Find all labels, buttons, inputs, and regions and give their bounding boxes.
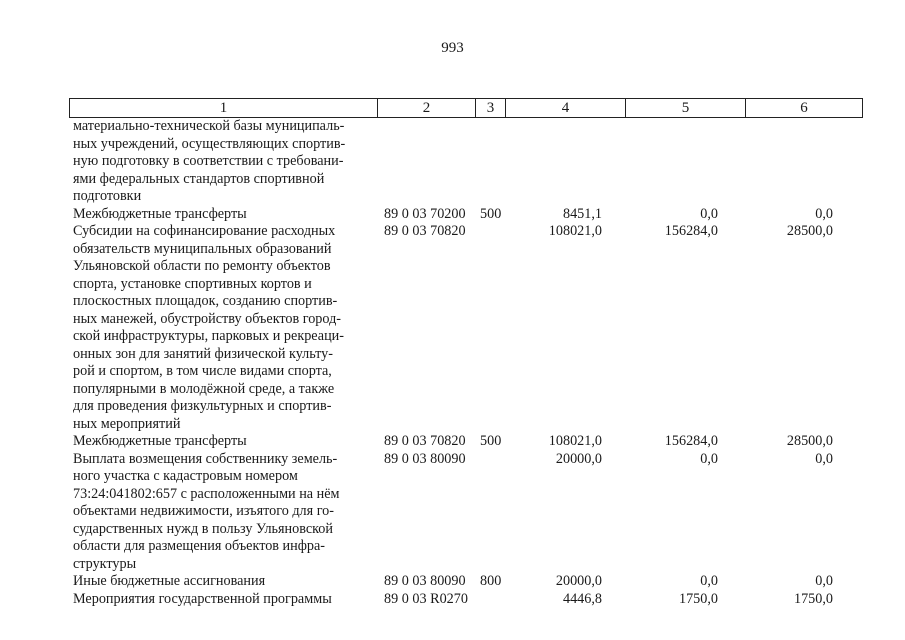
table-row bbox=[73, 451, 863, 574]
table-row bbox=[73, 573, 863, 591]
row-value-2: 0,0 bbox=[700, 450, 718, 467]
table-row bbox=[73, 206, 863, 224]
column-header-1: 1 bbox=[70, 99, 378, 118]
row-name: материально-технической базы муниципаль- ных учреждений, осуществляющих спортив- ную подготовку в соответствии с требовани- ями федеральных стандартов спортивной подготовки bbox=[73, 118, 346, 204]
column-header-table bbox=[69, 98, 863, 118]
budget-table-body bbox=[73, 118, 863, 608]
row-code: 89 0 03 80090 bbox=[384, 450, 466, 467]
row-value-3: 28500,0 bbox=[786, 433, 833, 449]
page-number: 993 bbox=[441, 40, 464, 56]
table-row bbox=[73, 591, 863, 609]
row-name: Субсидии на софинансирование расходных обязательств муниципальных образований Ульяновской области по ремонту объектов спорта, установке спортивных кортов и плоскостных площадок, созданию спортив- ных манежей, обустройству объектов город- ской инфраструктуры, парковых и рекреаци- онных зон для занятий физической культу- рой и спортом, в том числе видами спорта, популярными в молодёжной среде, а также для проведения физкультурных и спортив- ных мероприятий bbox=[73, 223, 344, 432]
row-value-3: 0,0 bbox=[815, 450, 833, 467]
row-value-1: 108021,0 bbox=[548, 223, 602, 239]
row-code: 89 0 03 70820 bbox=[384, 223, 466, 239]
column-header-2: 2 bbox=[378, 99, 476, 118]
row-value-1: 20000,0 bbox=[555, 573, 602, 589]
row-type: 800 bbox=[480, 573, 502, 589]
row-name: Межбюджетные трансферты bbox=[73, 433, 247, 449]
column-header-6: 6 bbox=[746, 99, 863, 118]
row-value-2: 1750,0 bbox=[678, 590, 718, 607]
row-value-3: 0,0 bbox=[815, 573, 833, 589]
row-code: 89 0 03 80090 bbox=[384, 573, 466, 589]
row-value-1: 4446,8 bbox=[562, 590, 602, 607]
row-name: Иные бюджетные ассигнования bbox=[73, 573, 266, 589]
row-code: 89 0 03 70820 bbox=[384, 433, 466, 449]
row-type: 500 bbox=[480, 433, 502, 449]
row-name: Мероприятия государственной программы bbox=[73, 590, 332, 607]
table-row bbox=[73, 223, 863, 433]
row-value-1: 108021,0 bbox=[548, 433, 602, 449]
column-header-5: 5 bbox=[626, 99, 746, 118]
table-row bbox=[73, 433, 863, 451]
row-value-2: 0,0 bbox=[700, 205, 718, 222]
column-header-4: 4 bbox=[506, 99, 626, 118]
row-value-1: 20000,0 bbox=[555, 450, 602, 467]
row-value-3: 1750,0 bbox=[793, 590, 833, 607]
row-value-2: 156284,0 bbox=[664, 433, 718, 449]
column-header-row bbox=[70, 99, 863, 118]
row-value-2: 0,0 bbox=[700, 573, 718, 589]
row-code: 89 0 03 70200 bbox=[384, 205, 466, 222]
row-type: 500 bbox=[480, 205, 502, 222]
row-value-2: 156284,0 bbox=[664, 223, 718, 239]
row-value-1: 8451,1 bbox=[562, 205, 602, 222]
row-name: Выплата возмещения собственнику земель- ного участка с кадастровым номером 73:24:041802:657 с расположенными на нём объектами недвижимости, изъятого для го- сударственных нужд в пользу Ульяновской области для размещения объектов инфра- структуры bbox=[73, 450, 340, 572]
row-code: 89 0 03 R0270 bbox=[384, 590, 468, 607]
column-header-3: 3 bbox=[476, 99, 506, 118]
row-name: Межбюджетные трансферты bbox=[73, 205, 247, 222]
table-row bbox=[73, 118, 863, 206]
row-value-3: 0,0 bbox=[815, 205, 833, 222]
row-value-3: 28500,0 bbox=[786, 223, 833, 239]
